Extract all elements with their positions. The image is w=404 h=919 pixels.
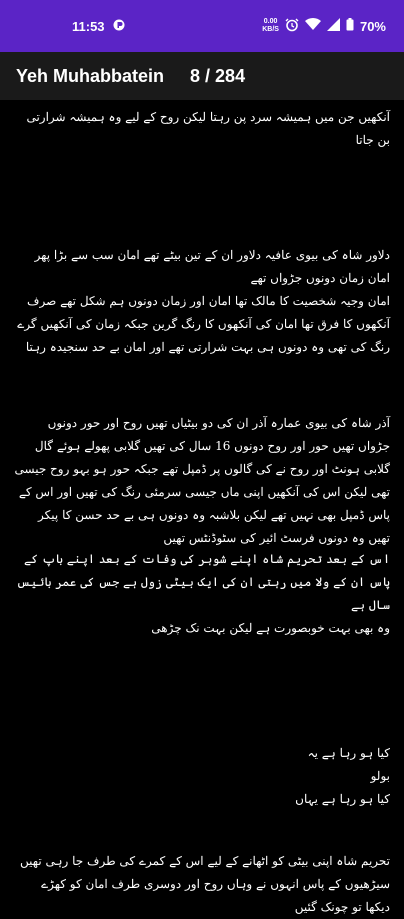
battery-icon [346, 18, 354, 34]
book-title: Yeh Muhabbatein [16, 65, 165, 86]
status-icons [262, 18, 386, 35]
network-speed [262, 18, 279, 34]
paragraph: تحریم شاہ اپنی بیٹی کو اٹھانے کے لیے اس کے کمرے کی طرف جا رہی تھیں سیڑھیوں کے پاس انہوں نے وہاں روح اور دوسری طرف امان کو کھڑے دیکھا تو چونک گئیں [20, 854, 390, 914]
page-indicator: 8 / 284 [190, 65, 246, 86]
paragraph: دلاور شاہ کی بیوی عافیہ دلاور ان کے تین بیٹے تھے امان سب سے بڑا پھر امان زمان دونوں جڑواں تھے امان وجیہ شخصیت کا مالک تھا امان اور زمان دونوں ہم شکل تھے صرف آنکھوں کا فرق تھا امان کی آنکھوں کا رنگ گرین جبکہ زمان کی آنکھیں گرے رنگ کی تھی وہ دونوں ہی بہت شرارتی تھے اور امان بے حد سنجیدہ رہتا [17, 248, 390, 354]
alarm-icon [285, 18, 299, 35]
battery-percent: 70% [359, 18, 386, 34]
speed-unit: KB/S [262, 26, 279, 33]
notification-icon [113, 19, 125, 34]
wifi-icon [305, 18, 321, 34]
status-bar [0, 0, 404, 52]
paragraph: اس کے بعد تحریم شاہ اپنے شوہر کی وفات کے بعد اپنے باپ کے پاس ان کے ولا میں رہتی ان کی ایک بیٹی زول ہے جس کی عمر بائیس سال ہے وہ بھی بہت خوبصورت ہے لیکن بہت نک چڑھی [16, 552, 390, 635]
paragraph: کیا ہو رہا ہے یہ بولو کیا ہو رہا ہے یہاں [295, 746, 390, 806]
paragraph: آذر شاہ کی بیوی عمارہ آذر ان کی دو بیٹیاں تھیں روح اور حور دونوں جڑواں تھیں حور اور روح دونوں 16 سال کی تھیں گلابی پھولے ہوئے گال گلابی ہونٹ اور روح نے کی گالوں پر ڈمپل تھے جبکہ حور ہو بہو روح جیسی تھی لیکن اس کی آنکھیں اپنی ماں جیسی سرمئی رنگ کی تھیں اور اس کے پاس ڈمپل بھی نہیں تھے لیکن بلاشبہ وہ دونوں ہی بے حد حسن کا پیکر تھیں وہ دونوں فرسٹ ائیر کی سٹوڈنٹس تھیں [14, 416, 390, 545]
paragraph: آنکھیں جن میں ہمیشہ سرد پن رہتا لیکن روح کے لیے وہ ہمیشہ شرارتی بن جاتا [26, 110, 390, 147]
reader-content[interactable] [0, 100, 404, 914]
speed-value: 0.00 [263, 18, 278, 25]
app-bar [0, 52, 404, 100]
status-time: 11:53 [72, 18, 105, 34]
signal-icon [327, 18, 340, 34]
